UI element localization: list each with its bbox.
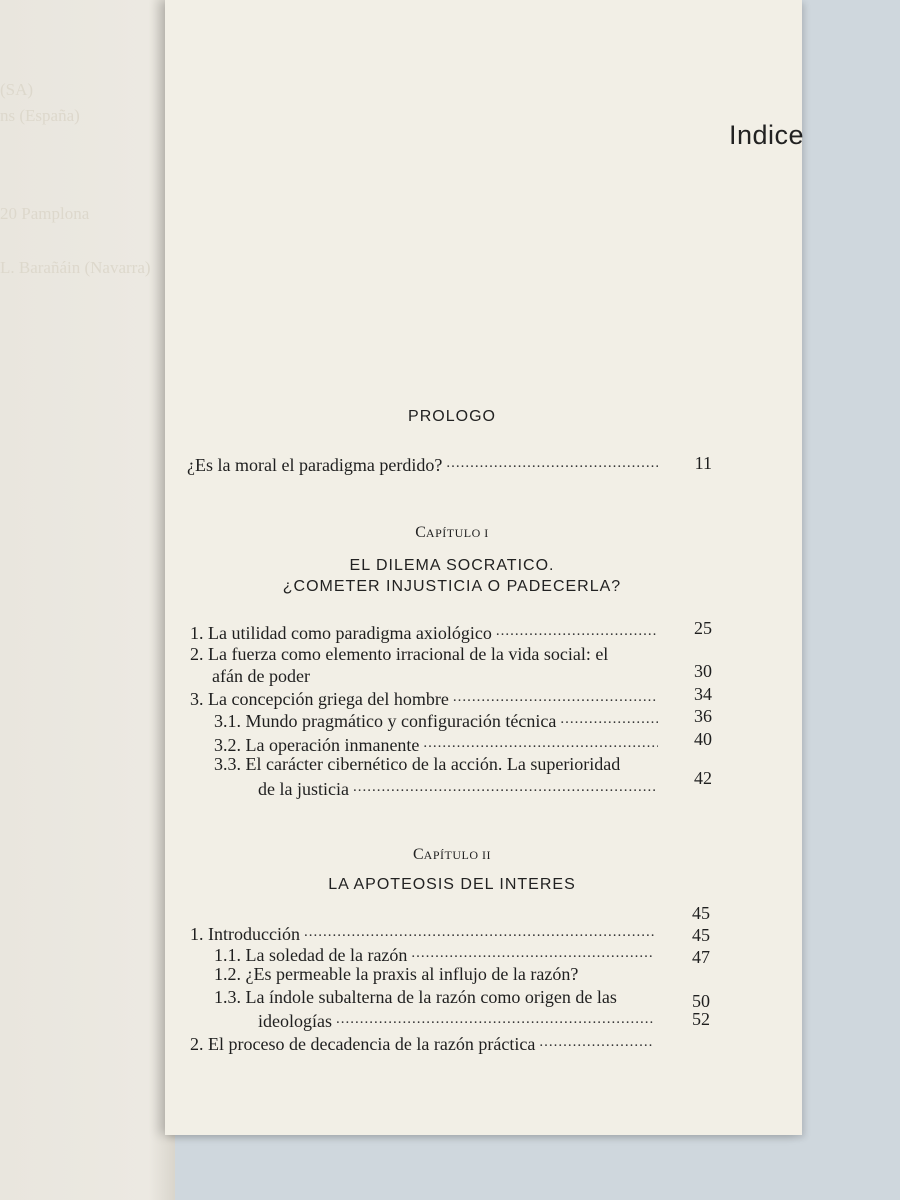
toc-entry: 1. La utilidad como paradigma axiológico ..... (190, 620, 662, 644)
facing-left-page (0, 0, 175, 1200)
toc-page-number: 45 (692, 903, 710, 923)
chapter-2-label: CAPÍTULO II (413, 846, 491, 863)
toc-entry: 1.1. La soledad de la razón ..... (214, 942, 658, 966)
toc-page-number: 50 (692, 991, 710, 1011)
toc-entry: 1.3. La índole subalterna de la razón como origen de las (214, 987, 617, 1007)
toc-entry-label: ¿Es la moral el paradigma perdido? (187, 455, 443, 475)
toc-entry: 2. El proceso de decadencia de la razón práctica ..... (190, 1031, 658, 1055)
leader-dots (336, 1008, 654, 1030)
toc-page-number: 45 (692, 925, 710, 945)
bleed-text: (SA) (0, 80, 34, 99)
toc-entry-continuation: afán de poder (212, 666, 310, 686)
toc-page-number: 40 (694, 729, 712, 749)
toc-page-number: 34 (694, 684, 712, 704)
toc-page-number: 42 (694, 768, 712, 788)
leader-dots (304, 921, 654, 943)
leader-dots (423, 732, 658, 754)
chapter-1-label: CAPÍTULO I (415, 524, 489, 541)
leader-dots (496, 620, 658, 642)
leader-dots (411, 942, 654, 964)
bleed-text: 20 Pamplona (0, 204, 90, 223)
leader-dots (446, 452, 658, 474)
toc-entry: 3.3. El carácter cibernético de la acción. La superioridad (214, 754, 621, 774)
prologue-heading: PROLOGO (408, 408, 496, 425)
toc-entry: 1. Introducción ..... (190, 921, 658, 945)
toc-entry: 1.2. ¿Es permeable la praxis al influjo de la razón? (214, 964, 579, 984)
leader-dots (353, 776, 658, 798)
toc-page-number: 30 (694, 661, 712, 681)
toc-entry-continuation: ideologías ..... (258, 1008, 658, 1032)
toc-page-number: 47 (692, 947, 710, 967)
toc-entry: 3. La concepción griega del hombre ..... (190, 686, 662, 710)
toc-page-number: 25 (694, 618, 712, 638)
toc-entry: 3.2. La operación inmanente ..... (214, 732, 662, 756)
leader-dots (453, 686, 658, 708)
toc-entry: 2. La fuerza como elemento irracional de la vida social: el (190, 644, 609, 664)
chapter-2-title: LA APOTEOSIS DEL INTERES (328, 876, 576, 893)
chapter-1-title-line2: ¿COMETER INJUSTICIA O PADECERLA? (282, 578, 622, 595)
leader-dots (539, 1031, 654, 1053)
toc-entry: 3.1. Mundo pragmático y configuración técnica ..... (214, 708, 662, 732)
toc-entry-continuation: de la justicia ..... (258, 776, 662, 800)
leader-dots (560, 708, 658, 730)
bleed-text: L. Barañáin (Navarra) (0, 258, 151, 277)
toc-page-number: 11 (694, 453, 712, 473)
toc-entry-prologue (187, 452, 662, 476)
toc-page-number: 36 (694, 706, 712, 726)
chapter-1-title-line1: EL DILEMA SOCRATICO. (349, 557, 555, 574)
toc-page-number: 52 (692, 1009, 710, 1029)
page-title: Indice (728, 120, 804, 150)
bleed-text: ns (España) (0, 106, 80, 125)
